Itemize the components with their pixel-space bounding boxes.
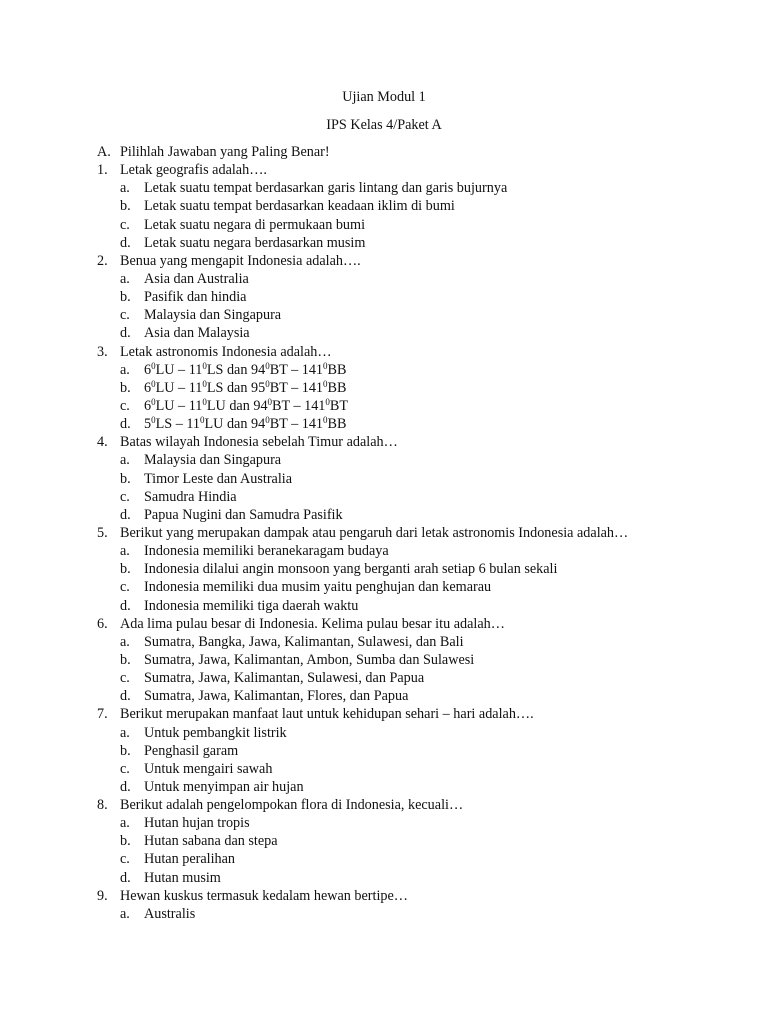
option-letter: b. <box>120 379 131 396</box>
answer-option <box>0 742 768 760</box>
question-text: Berikut yang merupakan dampak atau pengaruh dari letak astronomis Indonesia adalah… <box>120 524 629 541</box>
option-letter: b. <box>120 289 131 306</box>
answer-option <box>0 778 768 796</box>
answer-option <box>0 415 768 433</box>
option-letter: a. <box>120 180 130 197</box>
answer-option <box>0 197 768 215</box>
option-letter: b. <box>120 470 131 487</box>
option-text: Untuk menyimpan air hujan <box>144 778 304 795</box>
option-text: $5^0LS - 11^0LU$ dan $94^0BT - 141^0BB$ <box>144 415 347 433</box>
answer-option <box>0 470 768 488</box>
option-text: Samudra Hindia <box>144 488 237 505</box>
section-marker: A. <box>97 144 111 160</box>
option-letter: d. <box>120 506 131 523</box>
answer-option <box>0 724 768 742</box>
option-letter: a. <box>120 724 130 741</box>
question-item <box>0 161 768 179</box>
option-text: Sumatra, Jawa, Kalimantan, Sulawesi, dan Papua <box>144 670 425 687</box>
answer-option <box>0 578 768 596</box>
question-number: 5. <box>97 524 108 541</box>
option-letter: c. <box>120 397 130 414</box>
question-number: 3. <box>97 343 108 360</box>
answer-option <box>0 288 768 306</box>
question-item <box>0 524 768 542</box>
answer-option <box>0 506 768 524</box>
answer-option <box>0 451 768 469</box>
answer-option <box>0 306 768 324</box>
question-text: Benua yang mengapit Indonesia adalah…. <box>120 252 361 269</box>
section-heading <box>0 143 768 161</box>
option-text: Asia dan Malaysia <box>144 325 250 342</box>
question-item <box>0 887 768 905</box>
answer-option <box>0 560 768 578</box>
option-text: Sumatra, Jawa, Kalimantan, Flores, dan Papua <box>144 688 409 705</box>
option-text: $6^0LU - 11^0LU$ dan $94^0BT - 141^0BT$ <box>144 396 349 414</box>
answer-option <box>0 488 768 506</box>
option-text: Untuk pembangkit listrik <box>144 724 287 741</box>
option-text: Hutan musim <box>144 869 221 886</box>
question-number: 4. <box>97 434 108 451</box>
question-text: Berikut merupakan manfaat laut untuk kehidupan sehari – hari adalah…. <box>120 706 534 723</box>
option-text: Malaysia dan Singapura <box>144 452 282 469</box>
question-text: Letak geografis adalah…. <box>120 162 267 179</box>
question-text: Hewan kuskus termasuk kedalam hewan bertipe… <box>120 887 408 904</box>
question-number: 2. <box>97 252 108 269</box>
option-text: $6^0LU - 11^0LS$ dan $94^0BT - 141^0BB$ <box>144 360 347 378</box>
option-letter: c. <box>120 670 130 687</box>
answer-option <box>0 814 768 832</box>
option-text: $6^0LU - 11^0LS$ dan $95^0BT - 141^0BB$ <box>144 378 347 396</box>
answer-option <box>0 597 768 615</box>
question-item <box>0 433 768 451</box>
option-text: Indonesia dilalui angin monsoon yang berganti arah setiap 6 bulan sekali <box>144 561 558 578</box>
option-text: Hutan peralihan <box>144 851 235 868</box>
option-text: Sumatra, Jawa, Kalimantan, Ambon, Sumba dan Sulawesi <box>144 651 475 668</box>
option-letter: b. <box>120 742 131 759</box>
option-letter: d. <box>120 234 131 251</box>
answer-option <box>0 234 768 252</box>
answer-option <box>0 361 768 379</box>
option-text: Sumatra, Bangka, Jawa, Kalimantan, Sulawesi, dan Bali <box>144 633 464 650</box>
question-text: Ada lima pulau besar di Indonesia. Kelima pulau besar itu adalah… <box>120 615 505 632</box>
answer-option <box>0 397 768 415</box>
section-instruction: Pilihlah Jawaban yang Paling Benar! <box>120 144 330 160</box>
option-letter: a. <box>120 270 130 287</box>
option-letter: c. <box>120 216 130 233</box>
question-number: 7. <box>97 706 108 723</box>
question-list <box>0 143 768 923</box>
option-letter: c. <box>120 488 130 505</box>
answer-option <box>0 687 768 705</box>
question-number: 9. <box>97 887 108 904</box>
option-letter: c. <box>120 579 130 596</box>
question-number: 1. <box>97 162 108 179</box>
option-text: Penghasil garam <box>144 742 239 759</box>
page-subtitle: IPS Kelas 4/Paket A <box>326 117 442 133</box>
question-text: Batas wilayah Indonesia sebelah Timur adalah… <box>120 434 398 451</box>
question-text: Letak astronomis Indonesia adalah… <box>120 343 332 360</box>
question-item <box>0 796 768 814</box>
option-letter: d. <box>120 869 131 886</box>
option-letter: a. <box>120 633 130 650</box>
answer-option <box>0 651 768 669</box>
option-text: Untuk mengairi sawah <box>144 760 273 777</box>
option-text: Letak suatu negara di permukaan bumi <box>144 216 366 233</box>
option-letter: a. <box>120 361 130 378</box>
answer-option <box>0 179 768 197</box>
option-letter: a. <box>120 905 130 922</box>
option-text: Letak suatu negara berdasarkan musim <box>144 234 366 251</box>
option-letter: a. <box>120 543 130 560</box>
question-number: 8. <box>97 797 108 814</box>
option-text: Australis <box>144 905 196 922</box>
question-item <box>0 615 768 633</box>
answer-option <box>0 905 768 923</box>
answer-option <box>0 216 768 234</box>
option-letter: d. <box>120 325 131 342</box>
answer-option <box>0 832 768 850</box>
option-text: Letak suatu tempat berdasarkan garis lintang dan garis bujurnya <box>144 180 508 197</box>
option-letter: d. <box>120 597 131 614</box>
option-text: Asia dan Australia <box>144 270 249 287</box>
option-letter: b. <box>120 833 131 850</box>
question-number: 6. <box>97 615 108 632</box>
answer-option <box>0 869 768 887</box>
question-item <box>0 705 768 723</box>
option-text: Pasifik dan hindia <box>144 289 247 306</box>
option-text: Indonesia memiliki dua musim yaitu penghujan dan kemarau <box>144 579 492 596</box>
option-letter: a. <box>120 452 130 469</box>
answer-option <box>0 324 768 342</box>
question-item <box>0 252 768 270</box>
option-text: Timor Leste dan Australia <box>144 470 293 487</box>
option-letter: d. <box>120 416 131 433</box>
question-text: Berikut adalah pengelompokan flora di Indonesia, kecuali… <box>120 797 464 814</box>
answer-option <box>0 850 768 868</box>
option-letter: d. <box>120 688 131 705</box>
option-letter: c. <box>120 760 130 777</box>
option-letter: d. <box>120 778 131 795</box>
answer-option <box>0 760 768 778</box>
question-item <box>0 343 768 361</box>
option-letter: a. <box>120 815 130 832</box>
option-text: Hutan sabana dan stepa <box>144 833 278 850</box>
option-text: Letak suatu tempat berdasarkan keadaan iklim di bumi <box>144 198 455 215</box>
answer-option <box>0 379 768 397</box>
option-letter: b. <box>120 651 131 668</box>
option-text: Malaysia dan Singapura <box>144 307 282 324</box>
option-letter: b. <box>120 561 131 578</box>
option-text: Hutan hujan tropis <box>144 815 250 832</box>
answer-option <box>0 542 768 560</box>
option-letter: c. <box>120 307 130 324</box>
option-letter: c. <box>120 851 130 868</box>
option-letter: b. <box>120 198 131 215</box>
option-text: Papua Nugini dan Samudra Pasifik <box>144 506 343 523</box>
answer-option <box>0 669 768 687</box>
option-text: Indonesia memiliki tiga daerah waktu <box>144 597 359 614</box>
answer-option <box>0 270 768 288</box>
option-text: Indonesia memiliki beranekaragam budaya <box>144 543 389 560</box>
answer-option <box>0 633 768 651</box>
page-title: Ujian Modul 1 <box>342 89 426 105</box>
